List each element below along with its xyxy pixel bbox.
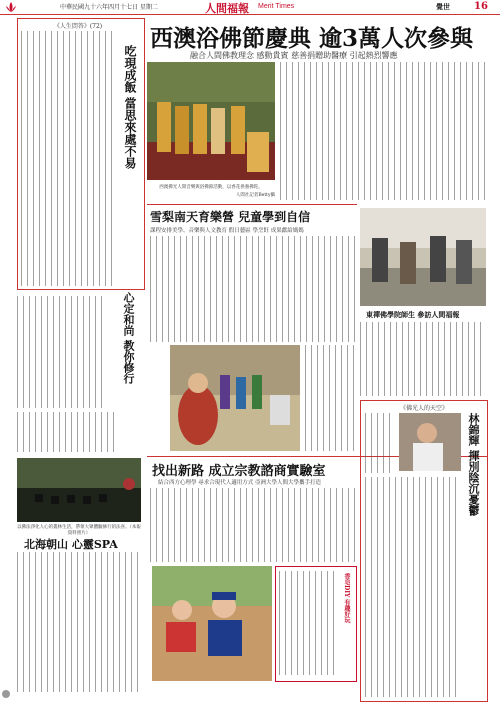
qa-box-title: 《人生問答》(72) xyxy=(53,23,103,30)
craft-vertical-title: 香皂DIY 有趣好玩 xyxy=(343,573,350,624)
sky-text-top xyxy=(365,413,395,473)
spa-headline: 北海朝山 心靈SPA xyxy=(24,538,118,551)
religion-text-body xyxy=(150,488,355,562)
newspaper-logo: 人間福報 xyxy=(205,2,249,15)
lotus-logo-icon xyxy=(4,1,18,13)
main-photo xyxy=(147,62,275,180)
temple-photo xyxy=(17,458,141,522)
section-name: 覺世 xyxy=(436,2,450,11)
children-photo xyxy=(152,566,272,681)
sky-text-body xyxy=(365,477,461,697)
mid-vertical-title: 心定和尚 教你修行 xyxy=(122,292,135,384)
children-photo-graphic xyxy=(152,566,272,681)
academy-photo-graphic xyxy=(360,208,486,306)
religion-headline: 找出新路 成立宗教諮商實驗室 xyxy=(152,464,326,479)
craft-text-body xyxy=(279,571,339,675)
sky-box xyxy=(360,400,488,702)
qa-text-continued xyxy=(17,296,107,408)
sydney-headline: 雪梨南天育樂營 兒童學到自信 xyxy=(150,210,311,224)
main-headline: 西澳浴佛節慶典 逾3萬人次參與 xyxy=(150,25,474,52)
temple-photo-caption: 以佛法淨化人心的叢林生活，帶領大眾體驗修行的法喜。（本報資料照片） xyxy=(17,525,141,536)
spa-text-body xyxy=(17,552,141,692)
issue-date: 中華民國九十六年四月十七日 星期二 xyxy=(60,4,158,11)
sky-vertical-title: 林錦輝 揮別陰沉憂鬱 xyxy=(467,413,480,516)
mid-text-body xyxy=(17,412,117,452)
man-photo xyxy=(399,413,461,471)
page-number: 16 xyxy=(474,1,488,12)
sydney-subheadline: 課程安排美學、音樂與人文教育 假日藝區 學烹飪 成果獻給媽媽 xyxy=(150,228,304,234)
qa-vertical-title: 吃現成飯 當思來處不易 xyxy=(123,45,137,170)
main-divider xyxy=(147,204,357,205)
main-subheadline: 融合人間佛教理念 感動貴賓 慈善捐贈助醫療 引起熱烈響應 xyxy=(190,51,398,60)
main-photo-graphic xyxy=(147,62,275,180)
temple-photo-graphic xyxy=(17,458,141,522)
craft-box xyxy=(275,566,357,682)
qa-box xyxy=(17,18,145,290)
religion-subheadline: 結合西方心理學 尋求合現代人適用方式 亞洲大學人間大學攜手打造 xyxy=(158,480,321,486)
bottom-marker xyxy=(2,690,10,698)
sydney-text-body xyxy=(150,236,355,342)
main-text-body xyxy=(280,62,486,200)
page-header xyxy=(0,0,500,15)
qa-text-body xyxy=(21,31,115,286)
newspaper-subtitle: Merit Times xyxy=(258,3,295,10)
sydney-photo-graphic xyxy=(170,345,300,451)
sydney-photo xyxy=(170,345,300,451)
sky-box-title: 《佛光人的天空》 xyxy=(399,405,448,412)
main-photo-caption: 西澳佛光人間音樂與浴佛節活動，以香花供養佛陀。 xyxy=(159,185,263,190)
main-photo-credit: 人間社記者Betty攝 xyxy=(235,193,275,198)
academy-photo xyxy=(360,208,486,306)
man-photo-graphic xyxy=(399,413,461,471)
sydney-text-right xyxy=(305,345,355,451)
academy-text-body xyxy=(360,322,486,396)
academy-photo-caption: 東禪佛學院師生 參訪人間福報 xyxy=(366,310,460,319)
